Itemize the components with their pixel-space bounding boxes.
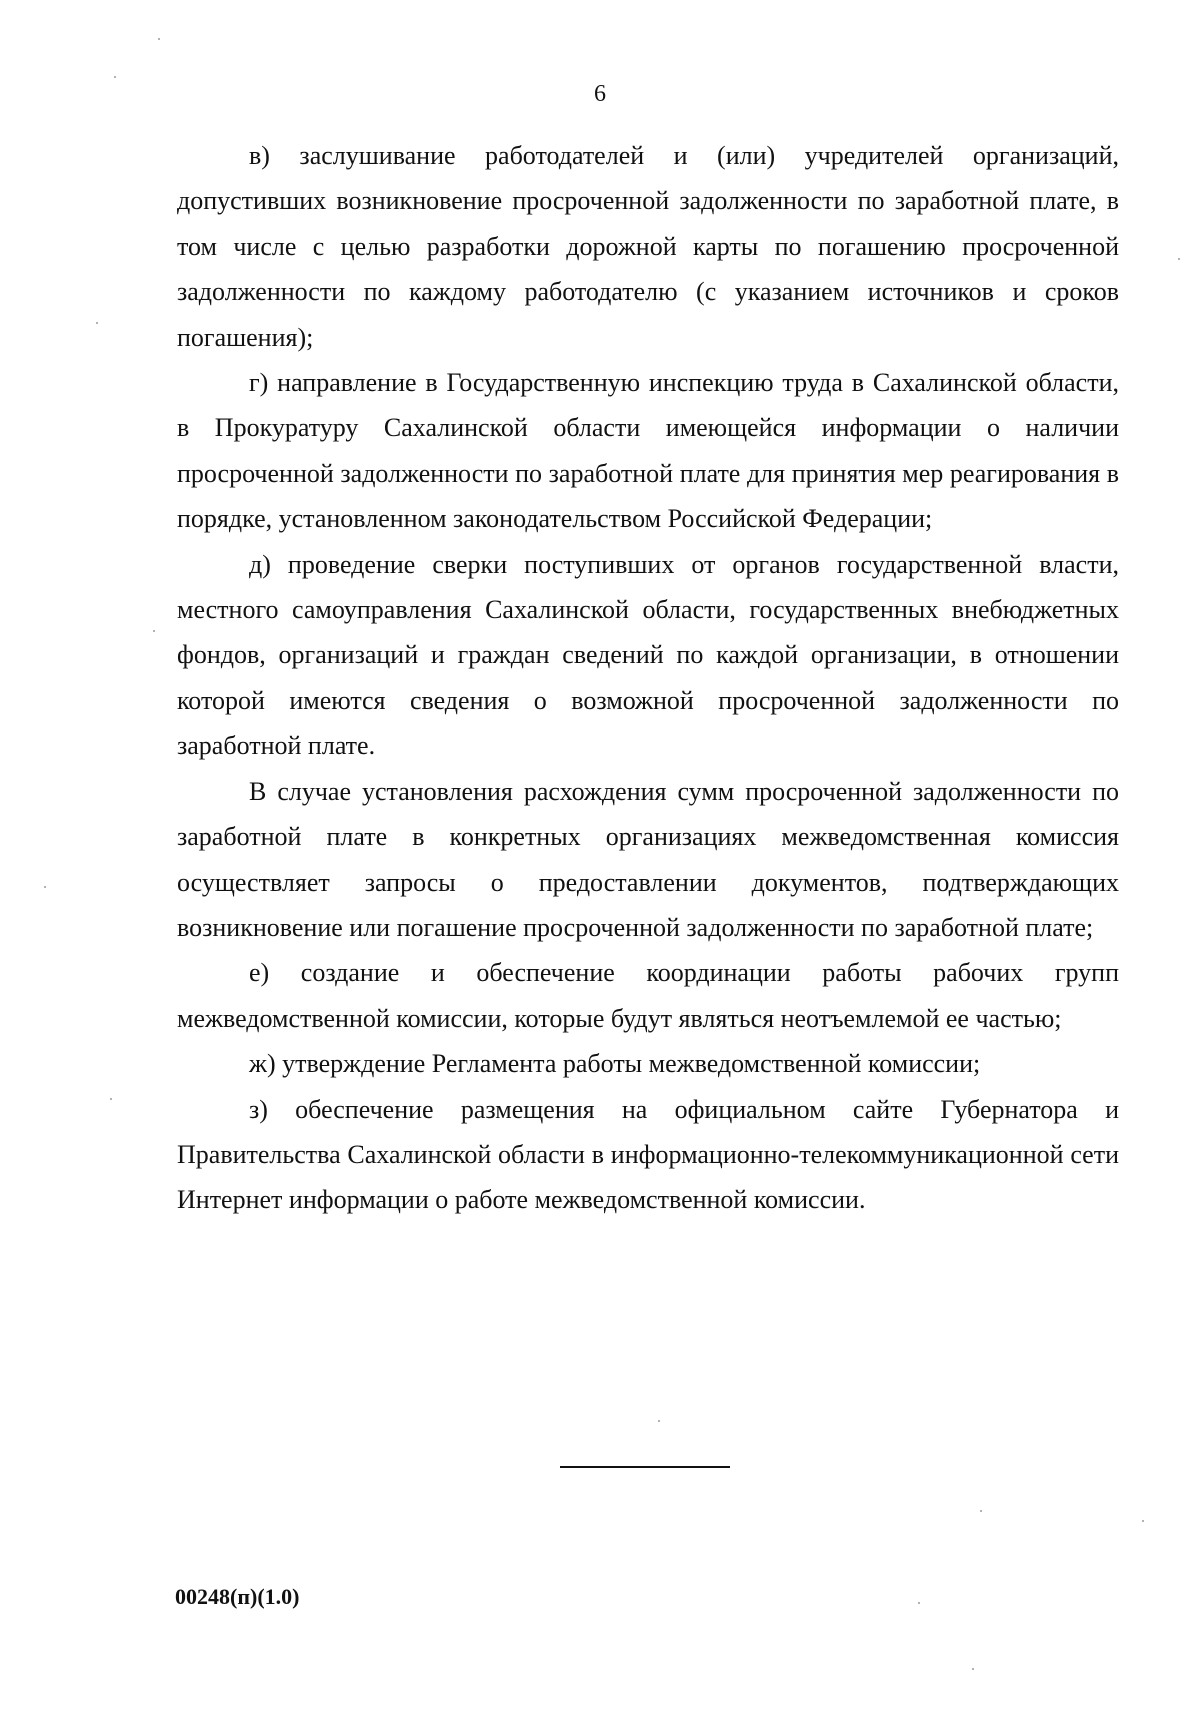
scan-speck (1142, 1520, 1144, 1522)
closing-rule (560, 1466, 730, 1468)
scan-speck (110, 1098, 112, 1100)
scan-speck (114, 76, 116, 78)
scan-speck (96, 322, 98, 324)
scan-speck (44, 886, 46, 888)
paragraph-d: д) проведение сверки поступивших от органов государственной власти, местного самоуправления Сахалинской области, государственных внебюджетных фондов, организаций и граждан сведений по каждой организации, в отношении которой имеются сведения о возможной просроченной задолженности по заработной плате. (177, 549, 1119, 761)
scan-speck (972, 1668, 974, 1670)
scan-speck (980, 1510, 982, 1512)
scan-speck (1178, 258, 1180, 260)
paragraph-zh: ж) утверждение Регламента работы межведомственной комиссии; (249, 1049, 981, 1079)
paragraph-z: з) обеспечение размещения на официальном сайте Губернатора и Правительства Сахалинской области в информационно-телекоммуникационной сети Интернет информации о работе межведомственной комиссии. (177, 1094, 1119, 1215)
paragraph-e: е) создание и обеспечение координации работы рабочих групп межведомственной комиссии, которые будут являться неотъемлемой ее частью; (177, 958, 1119, 1033)
document-code: 00248(п)(1.0) (175, 1584, 300, 1609)
scan-speck (918, 1602, 920, 1604)
scan-speck (158, 38, 160, 40)
scan-speck (658, 1420, 660, 1422)
paragraph-g: г) направление в Государственную инспекцию труда в Сахалинской области, в Прокуратуру Сахалинской области имеющейся информации о наличии просроченной задолженности по заработной плате для принятия мер реагирования в порядке, установленном законодательством Российской Федерации; (177, 368, 1119, 534)
scan-speck (153, 630, 155, 632)
paragraph-discrepancy: В случае установления расхождения сумм просроченной задолженности по заработной плате в конкретных организациях межведомственная комиссия осуществляет запросы о предоставлении документов, подтверждающих возникновение или погашение просроченной задолженности по заработной плате; (177, 776, 1119, 942)
page-number: 6 (594, 81, 606, 107)
document-body (177, 133, 1119, 1223)
paragraph-v: в) заслушивание работодателей и (или) учредителей организаций, допустивших возникновение просроченной задолженности по заработной плате, в том числе с целью разработки дорожной карты по погашению просроченной задолженности по каждому работодателю (с указанием источников и сроков погашения); (177, 141, 1119, 352)
